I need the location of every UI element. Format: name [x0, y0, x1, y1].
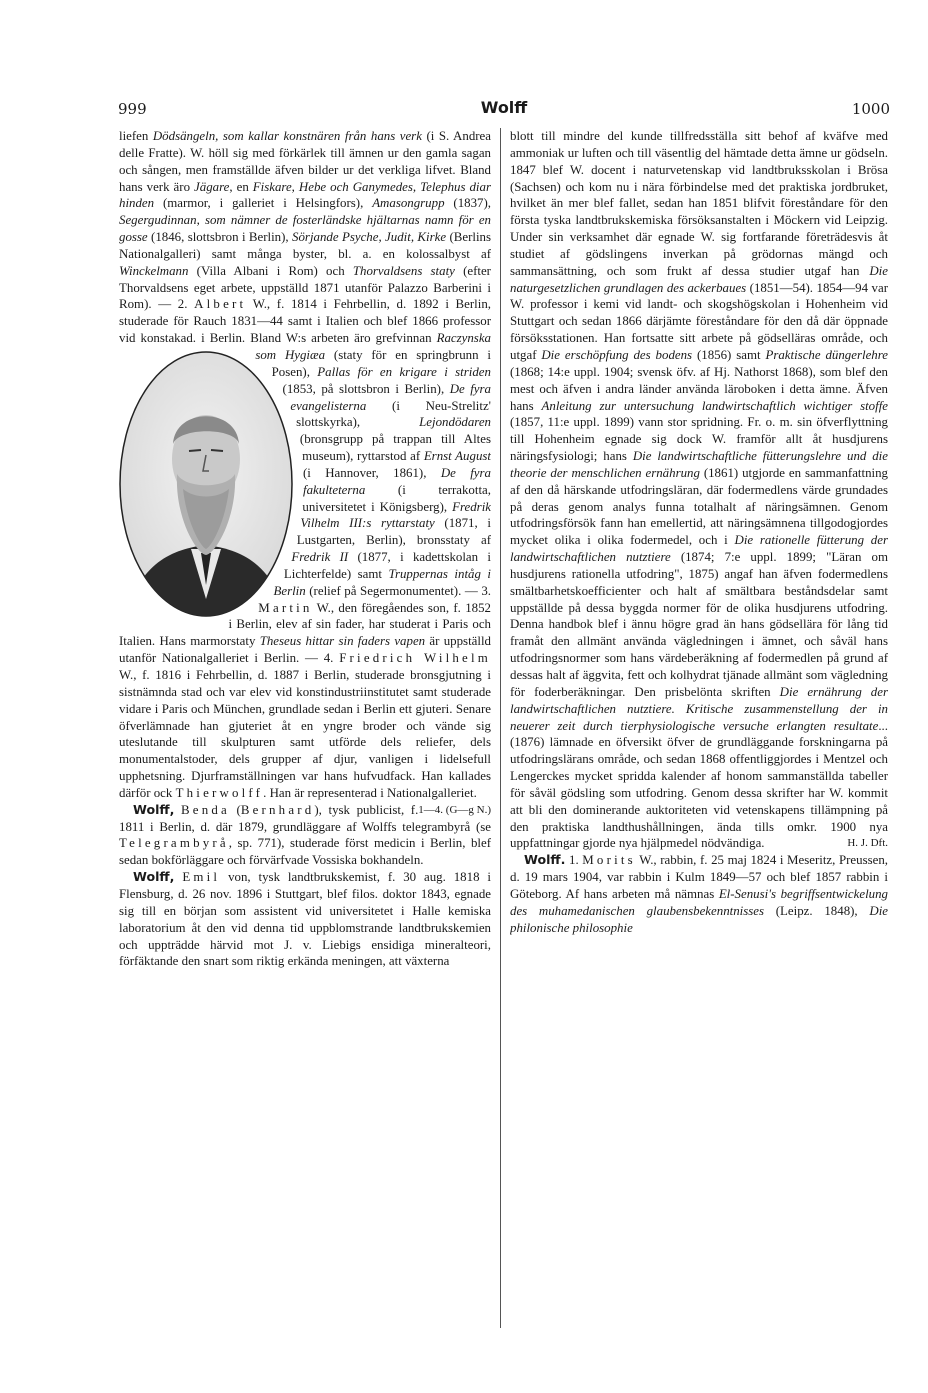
entry-headword: Wolff, [133, 801, 175, 817]
entry-wolff-emil-continued: blott till mindre del kunde tillfredsställa sitt behof af kväfve med ammoniak ur luften och till väsentlig del hämtade detta ämne ur gödseln. 1847 blef W. docent i naturvetenskap vid landtbruksskolan i Brösa (Sachsen) och kom nu i nära förbindelse med det praktiska jordbruket, hvilket än mer blef fallet, sedan han 1851 blifvit föreståndare för den första tyska landtbrukskemiska försöksanstalten i Möckern vid Leipzig. Under sin verksamhet där egnade W. sig fortfarande företrädesvis åt studiet af gödslingens inverkan på grödornas mängd och sammansättning, och som frukt af dessa studier utgaf han Die naturgesetzlichen grundlagen des ackerbaues (1851—54). 1854—94 var W. professor i kemi vid landt- och skogshögskolan i Hohenheim vid Stuttgart och sedan 1866 därjämte föreståndare för den då där öppnade försöksstationen. Han fortsatte sitt arbete på gödselläras område, och utgaf Die erschöpfung des bodens (1856) samt Praktische düngerlehre (1868; 14:e uppl. 1904; svensk öfv. af Hj. Nathorst 1868), som blef den mest och äfven i andra länder använda läroboken i detta ämne. Äfven hans Anleitung zur untersuchung landwirtschaftlich wichtiger stoffe (1857, 11:e uppl. 1899) vann stor spridning. Fr. o. m. sin öfverflyttning till Hohenheim egnade sig dock W. framför allt åt husdjurens näringsfysiologi; hans Die landwirtschaftliche fütterungslehre und die theorie der menschlichen ernährung (1861) utgjorde en sammanfattning af den då härskande utfodringsläran, där fodermedlens värde grundades på deras genom analys funna totalhalt af näringsämnen. Genom utfodringsförsök fann han emellertid, att näringsämnena tillgodogjordes mycket olika i olika fodermedel, och i Die rationelle fütterung der landwirtschaftlichen nutztiere (1874; 7:e uppl. 1899; "Läran om husdjurens rationella utfodring", 1875) angaf han äfven fodermedlens smältbarhetskoefficienter och halt af smältbara beståndsdelar samt uppställde på dessa byggda normer för de olika husdjurens utfodring. Denna handbok blef i ännu högre grad än hans gödsellära för lång tid framåt den allmänt använda vägledningen i ämnet, och såväl hans utfodringsnormer som hans värdeberäkning af fodermedlen på grund af dessas halt af äggvita, fett och kolhydrat tjänade allmänt som vägledning för foderberäkningar. Den prisbelönta skriften Die ernährung der landwirtschaftlichen nutztiere. Kritische zusammenstellung der in neuerer zeit durch tierphysiologische versuche erlangten resultate... (1876) lämnade en öfversikt öfver de grundläggande forskningarna på utfodringslärans område, och sedan 1868 offentliggjordes i Mentzel och Lengerckes mycket spridda kalender af honom sammanställda tabeller för såväl gödsling som utfodring. Genom dessa skrifter har W. kommit att bli den dominerande auktoriteten vid vetenskapens tillämpning på den praktiska landthushållningen, ända tills omkr. 1900 nya uppfattningar gjorde nya hjälpmedel nödvändiga. H. J. Dft. [510, 129, 888, 851]
entry-wolff-benda: Wolff, Benda (Bernhard), tysk publicist, f. 1811 i Berlin, d. där 1879, grundläggare af Wolffs telegrambyrå (se Telegrambyrå, sp. 771), studerade först medicin i Berlin, blef sedan bokförläggare och förvärfvade Vossiska bokhandeln. [119, 801, 491, 868]
entry-headword: Wolff. [524, 852, 566, 868]
left-column [119, 128, 491, 1328]
entry-headword: Wolff, [133, 869, 175, 885]
entry-wolff-morits: Wolff. 1. Morits W., rabbin, f. 25 maj 1824 i Meseritz, Preussen, d. 19 mars 1904, var rabbin i Kulm 1849—57 och blef 1857 rabbin i Göteborg. Af hans arbeten må nämnas El-Senusi's begriffsentwickelung des muhamedanischen glaubensbekenntnisses (Leipz. 1848), Die philonische philosophie [510, 852, 888, 935]
signature: 1—4. (G—g N.) [418, 803, 491, 816]
page-header [118, 98, 890, 122]
signature: H. J. Dft. [847, 837, 888, 850]
right-column [510, 128, 888, 1328]
page-number-right: 1000 [851, 100, 890, 118]
portrait-image [119, 349, 295, 619]
entry-wolff-sculptors: liefen Dödsängeln, som kallar konstnären från hans verk (i S. Andrea delle Fratte). W. höll sig med förkärlek till ämnen ur den gamla sagan och sången, men framställde äfven bilder ur det verkliga lifvet. Bland hans verk äro Jägare, en Fiskare, Hebe och Ganymedes, Telephus diar hinden (marmor, i galleriet i Helsingfors), Amasongrupp (1837), Segergudinnan, som nämner de fosterländske hjältarnas namn för en gosse (1846, slottsbron i Berlin), Sörjande Psyche, Judit, Kirke (Berlins Nationalgalleri) samt många byster, bl. a. en kolossalbyst af Winckelmann (Villa Albani i Rom) och Thorvaldsens staty (efter Thorvaldsens eget arbete, uppställd 1871 utanför Palazzo Barberini i Rom). — 2. Albert W., f. 1814 i Fehrbellin, d. 1892 i Berlin, studerade för Rauch 1831—44 samt i Italien och blef 1866 professor vid konstakad. i Berlin. Bland W:s arbeten äro grefvinnan Raczynska som Hygiæa (staty för en springbrunn i Posen), Pallas för en krigare i striden (1853, på slottsbron i Berlin), De fyra evangelisterna (i Neu-Strelitz' slottskyrka), Lejondödaren (bronsgrupp på trappan till Altes museum), ryttarstod af Ernst August (i Hannover, 1861), De fyra fakulteterna (i terrakotta, universitetet i Königsberg), Fredrik Vilhelm III:s ryttarstaty (1871, i Lustgarten, Berlin), bronsstaty af Fredrik II (1877, i kadettskolan i Lichterfelde) samt Truppernas intåg i Berlin (relief på Segermonumentet). — 3. Martin W., den föregåendes son, f. 1852 i Berlin, elev af sin fader, har studerat i Paris och Italien. Hans marmorstaty Theseus hittar sin faders vapen är uppställd utanför Nationalgalleriet i Berlin. — 4. Friedrich Wilhelm W., f. 1816 i Fehrbellin, d. 1887 i Berlin, studerade bronsgjutning i sistnämnda stad och var elev vid konstindustriinstitutet samt studerade vidare i Paris och München, grundlade sedan i Berlin ett gjuteri. Senare öfverlämnade han gjuteriet åt en yngre broder och vände sig uteslutande till skulpturen samt utförde dels reliefer, dels monumentalstoder, dels grupper af djur, vanligen i lidelsefull upphetsning. Djurframställningen var hans hufvudfack. Han kallades därför ock Thierwolff. Han är representerad i Nationalgalleriet. 1—4. (G—g N.) [119, 128, 491, 802]
page-number-left: 999 [118, 100, 147, 118]
running-headword: Wolff [480, 98, 528, 117]
column-divider [500, 128, 501, 1328]
entry-wolff-emil: Wolff, Emil von, tysk landtbrukskemist, f. 30 aug. 1818 i Flensburg, d. 26 nov. 1896 i Stuttgart, blef filos. doktor 1843, egnade sig till en början som assistent vid universitetet i Halle kemiska laboratorium åt den vid denna tid uppblomstrande landtbrukskemien och uppträdde härvid mot J. v. Liebigs ensidiga mineralteori, förfäktande den snart som riktig erkända meningen, att växterna [119, 869, 491, 969]
